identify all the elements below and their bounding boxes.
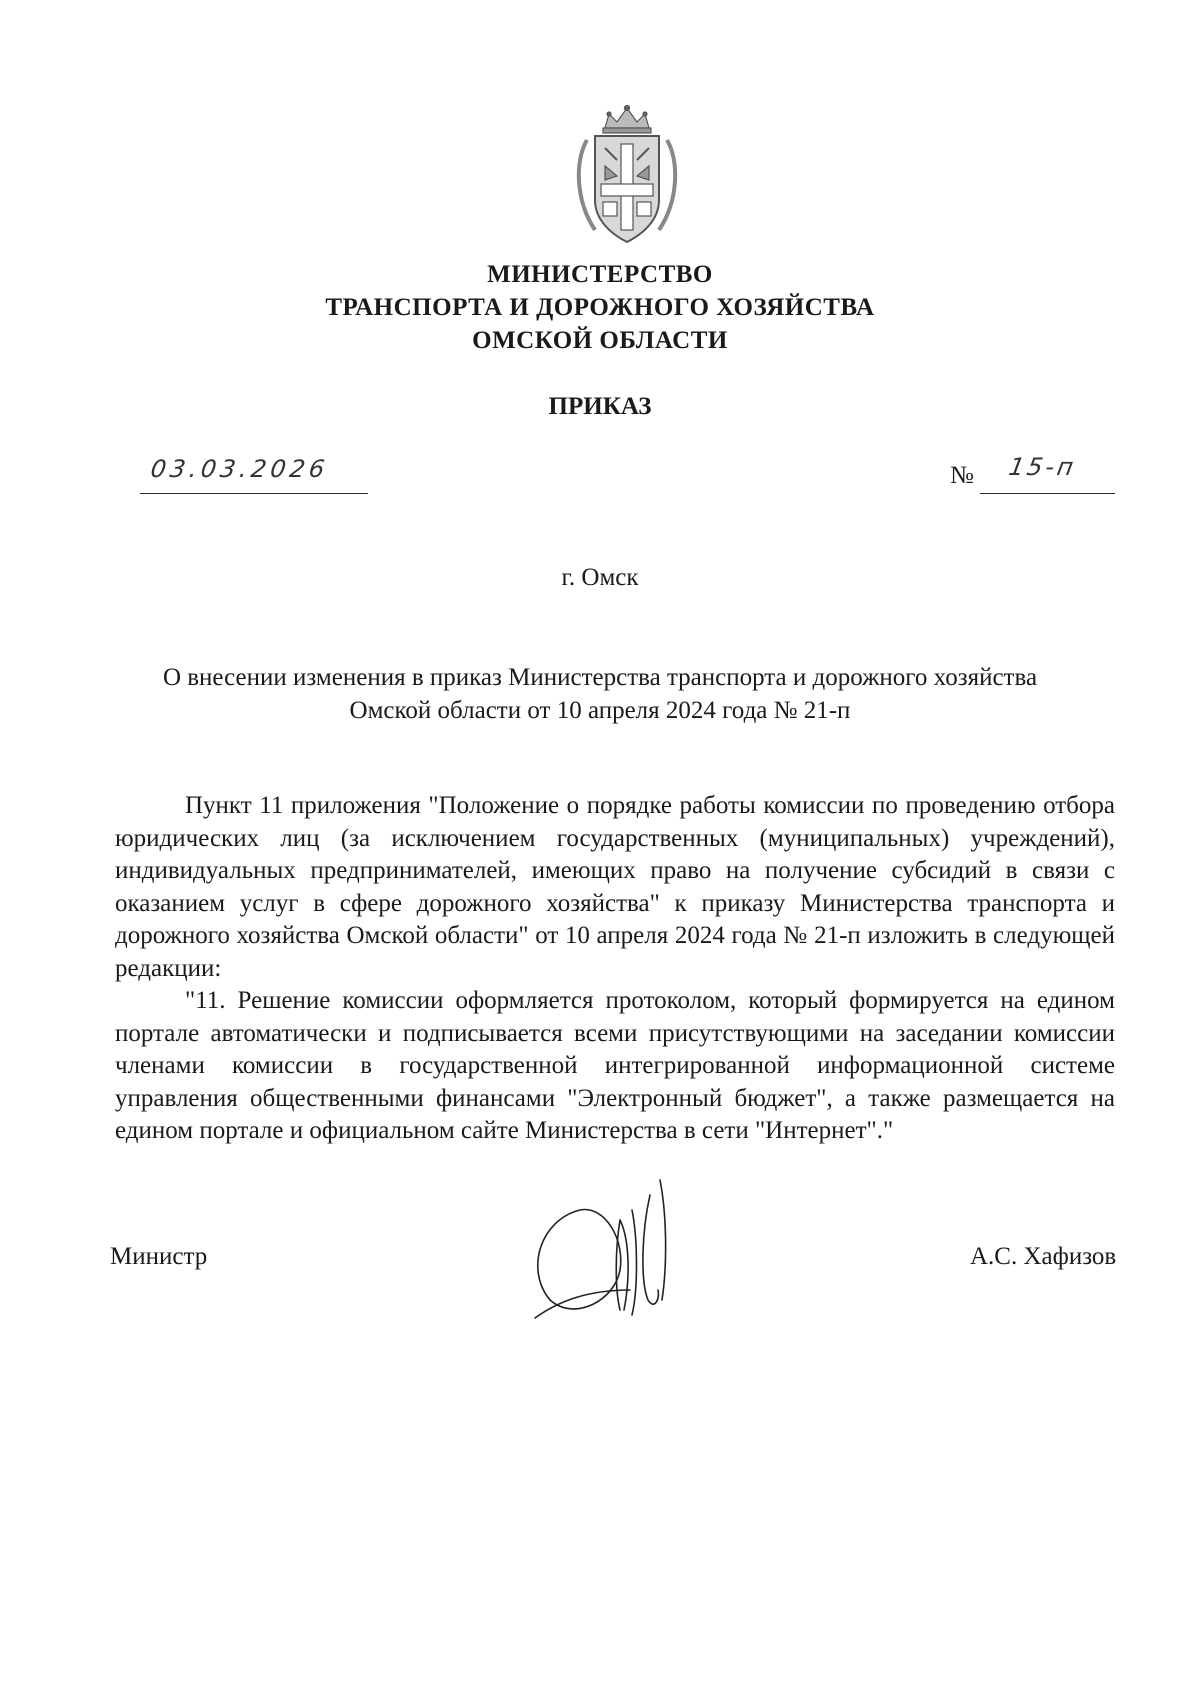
date-underline xyxy=(140,493,368,494)
signatory-role: Министр xyxy=(110,1243,208,1270)
document-title-line-2: Омской области от 10 апреля 2024 года № 21-п xyxy=(349,697,851,724)
order-number: 15-п xyxy=(1006,453,1079,481)
body-paragraph-1: Пункт 11 приложения "Положение о порядке работы комиссии по проведению отбора юридических лиц (за исключением государственных (муниципальных) учреждений), индивидуальных предпринимателей, имеющих право на получение субсидий в связи с оказанием услуг в сфере дорожного хозяйства" к приказу Министерства транспорта и дорожного хозяйства Омской области" от 10 апреля 2024 года № 21-п изложить в следующей редакции: xyxy=(115,792,1115,982)
order-date: 03.03.2026 xyxy=(148,455,331,483)
body-paragraph-2: "11. Решение комиссии оформляется протоколом, который формируется на едином портале автоматически и подписывается всеми присутствующими на заседании комиссии членами комиссии в государственной интегрированной информационной системе управления общественными финансами "Электронный бюджет", а также размещается на едином портале и официальном сайте Министерства в сети "Интернет"." xyxy=(115,987,1115,1144)
signatory-name: А.С. Хафизов xyxy=(970,1243,1117,1270)
number-sign: № xyxy=(950,462,974,489)
coat-of-arms-icon xyxy=(565,100,690,250)
ministry-name-line-3: ОМСКОЙ ОБЛАСТИ xyxy=(472,327,728,354)
number-underline xyxy=(980,493,1115,494)
ministry-name-line-1: МИНИСТЕРСТВО xyxy=(487,261,713,288)
ministry-name-line-2: ТРАНСПОРТА И ДОРОЖНОГО ХОЗЯЙСТВА xyxy=(325,294,875,321)
document-title-line-1: О внесении изменения в приказ Министерства транспорта и дорожного хозяйства xyxy=(162,664,1038,691)
handwritten-signature-icon xyxy=(520,1150,690,1325)
document-type-heading: ПРИКАЗ xyxy=(548,393,652,420)
city-label: г. Омск xyxy=(561,564,639,591)
